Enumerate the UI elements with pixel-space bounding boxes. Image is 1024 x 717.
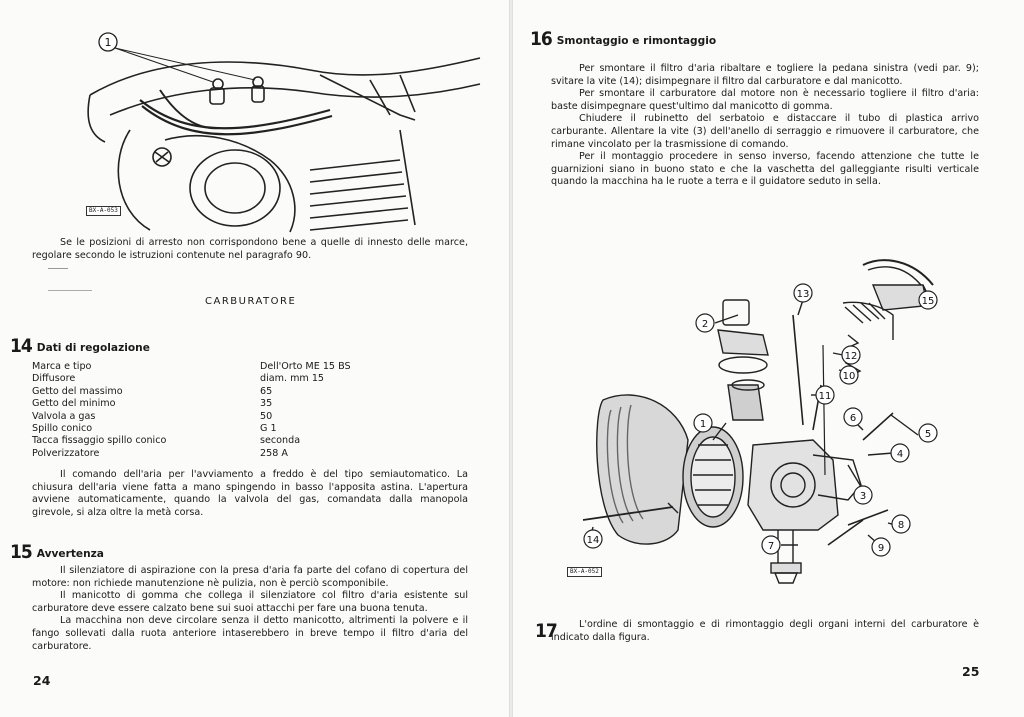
callout-13 (794, 284, 812, 302)
paragraph: Per smontare il filtro d'aria ribaltare e togliere la pedana sinistra (vedi par. 9); svitare la vite (14); disimpegnare il filtro dal carburatore e dal manicotto. (551, 63, 979, 87)
section-14-paragraph: Il comando dell'aria per l'avviamento a freddo è del tipo semiautomatico. La chiusura dell'aria viene fatta a mano spingendo in basso l'apposita astina. L'apertura avviene automaticamente, quando la valvola del gas, comandata dalla manopola girevole, si alza oltre la metà corsa. (32, 469, 468, 518)
pencil-mark (48, 268, 68, 269)
spec-row (32, 361, 351, 373)
paragraph: Chiudere il rubinetto del serbatoio e distaccare il tubo di plastica arrivo carburante. Allentare la vite (3) dell'anello di serraggio e rimuovere il carburatore, che rimane vincolato per la trasmissione di comando. (551, 113, 979, 150)
svg-text:7: 7 (767, 541, 775, 552)
section-17-text: L'ordine di smontaggio e di rimontaggio degli organi interni del carburatore è indicato dalla figura. (551, 619, 979, 643)
svg-text:13: 13 (796, 289, 810, 300)
svg-text:6: 6 (849, 413, 857, 424)
spec-label: Spillo conico (32, 423, 93, 435)
left-page (0, 0, 509, 717)
svg-text:4: 4 (896, 449, 904, 460)
spec-row (32, 373, 351, 385)
pencil-mark (48, 290, 92, 291)
spec-label: Polverizzatore (32, 447, 100, 459)
spec-value: seconda (260, 435, 301, 447)
spec-row (32, 435, 351, 447)
svg-text:15: 15 (921, 296, 935, 307)
section-16-heading (530, 30, 716, 49)
spec-value: 258 A (260, 447, 288, 459)
callout-4 (891, 444, 909, 462)
spec-row (32, 386, 351, 398)
section-16-body (551, 63, 979, 189)
callout-8 (892, 515, 910, 533)
section-15-body (32, 565, 468, 653)
section-17-number: 17 (535, 620, 557, 642)
figure-code: BX-A-052 (567, 567, 602, 577)
svg-text:14: 14 (586, 535, 600, 546)
page-number: 25 (962, 664, 980, 679)
spec-row (32, 448, 351, 460)
svg-text:2: 2 (701, 319, 709, 330)
spec-label: Valvola a gas (32, 410, 96, 422)
svg-text:1: 1 (104, 36, 112, 49)
spec-label: Marca e tipo (32, 361, 92, 372)
paragraph: La macchina non deve circolare senza il detto manicotto, altrimenti la polvere e il fango sollevati dalla ruota anteriore intaserebbero in breve tempo il filtro d'aria del carburatore. (32, 615, 468, 652)
callout-7 (762, 536, 780, 554)
svg-text:5: 5 (924, 429, 932, 440)
spec-row (32, 398, 351, 410)
spec-value: G 1 (260, 423, 277, 435)
callout-1 (694, 414, 712, 432)
svg-text:8: 8 (897, 520, 905, 531)
callout-12 (842, 346, 860, 364)
section-15-heading (10, 543, 104, 562)
engine-illustration (70, 20, 490, 235)
section-number: 16 (530, 28, 552, 50)
spec-value: Dell'Orto ME 15 BS (260, 361, 351, 372)
intro-paragraph: Se le posizioni di arresto non corrispondono bene a quelle di innesto delle marce, regolare secondo le istruzioni contenute nel paragrafo 90. (32, 237, 468, 261)
section-number: 15 (10, 541, 32, 563)
right-page (513, 0, 1024, 717)
spec-value: 65 (260, 385, 273, 397)
svg-text:1: 1 (699, 419, 707, 430)
spec-value: diam. mm 15 (260, 373, 325, 385)
spec-row (32, 411, 351, 423)
paragraph: Il manicotto di gomma che collega il silenziatore col filtro d'aria esistente sul carburatore deve essere calzato bene sui suoi attacchi per fare una buona tenuta. (32, 590, 468, 614)
callout-15 (919, 291, 937, 309)
spec-label: Tacca fissaggio spillo conico (32, 435, 167, 447)
spec-label: Getto del massimo (32, 385, 123, 397)
callout-3 (854, 486, 872, 504)
callout-11 (816, 386, 834, 404)
carburetor-exploded-view (563, 245, 983, 590)
paragraph: Per smontare il carburatore dal motore non è necessario togliere il filtro d'aria: baste disimpegnare quest'ultimo dal manicotto di gomma. (551, 88, 979, 112)
spec-value: 50 (260, 410, 273, 422)
callout-5 (919, 424, 937, 442)
callout-10 (840, 366, 858, 384)
section-title: Dati di regolazione (36, 342, 150, 354)
svg-text:12: 12 (844, 351, 858, 362)
svg-text:11: 11 (818, 391, 832, 402)
spec-label: Getto del minimo (32, 398, 116, 410)
section-number: 14 (10, 335, 32, 357)
section-title: Smontaggio e rimontaggio (556, 35, 717, 47)
callout-2 (696, 314, 714, 332)
paragraph: Il silenziatore di aspirazione con la presa d'aria fa parte del cofano di copertura del motore: non richiede manutenzione nè pulizia, non è perciò scomponibile. (32, 565, 468, 589)
svg-text:9: 9 (877, 543, 885, 554)
callout-1 (99, 33, 255, 82)
section-heading-carburatore: CARBURATORE (205, 296, 297, 307)
spec-row (32, 423, 351, 435)
page-number: 24 (33, 673, 51, 688)
svg-text:10: 10 (842, 371, 856, 382)
section-title: Avvertenza (36, 548, 104, 560)
callout-14 (584, 530, 602, 548)
section-14-heading (10, 337, 150, 356)
callout-9 (872, 538, 890, 556)
spec-table (32, 361, 351, 460)
svg-text:3: 3 (859, 491, 867, 502)
callout-6 (844, 408, 862, 426)
paragraph: Per il montaggio procedere in senso inverso, facendo attenzione che tutte le guarnizioni siano in buono stato e che la vaschetta del galleggiante risulti verticale quando la macchina ha le ruote a terra e il guidatore seduto in sella. (551, 151, 979, 188)
figure-code: BX-A-053 (86, 206, 121, 216)
spec-label: Diffusore (32, 373, 76, 385)
spec-value: 35 (260, 398, 273, 410)
